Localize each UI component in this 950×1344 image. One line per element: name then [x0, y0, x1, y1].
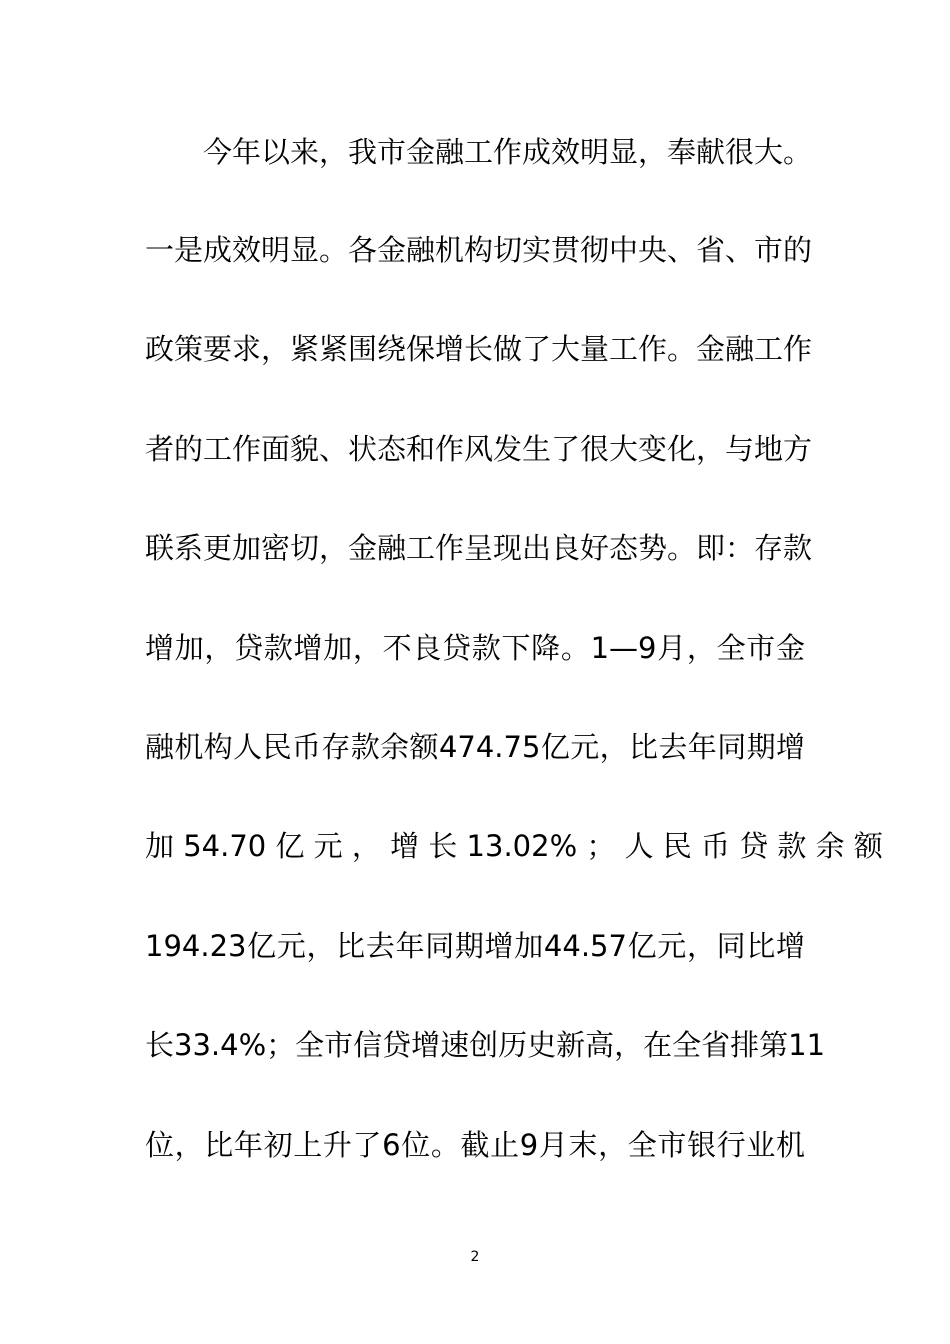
paragraph-line-6: 增加，贷款增加，不良贷款下降。1—9月，全市金: [145, 631, 805, 665]
paragraph-line-3: 政策要求，紧紧围绕保增长做了大量工作。金融工作: [145, 332, 813, 366]
paragraph-line-10: 长33.4%；全市信贷增速创历史新高，在全省排第11: [145, 1028, 826, 1062]
paragraph-line-5: 联系更加密切，金融工作呈现出良好态势。即：存款: [145, 531, 813, 565]
paragraph-line-4: 者的工作面貌、状态和作风发生了很大变化，与地方: [145, 432, 813, 466]
paragraph-line-8: 加 54.70 亿 元 ， 增 长 13.02% ； 人 民 币 贷 款 余 额: [145, 829, 883, 863]
paragraph-line-7: 融机构人民币存款余额474.75亿元，比去年同期增: [145, 730, 805, 764]
paragraph-line-1: 今年以来，我市金融工作成效明显，奉献很大。: [203, 135, 813, 169]
paragraph-line-2: 一是成效明显。各金融机构切实贯彻中央、省、市的: [145, 233, 813, 267]
page-number: 2: [470, 1249, 480, 1265]
paragraph-line-11: 位，比年初上升了6位。截止9月末，全市银行业机: [145, 1128, 805, 1162]
paragraph-line-9: 194.23亿元，比去年同期增加44.57亿元，同比增: [145, 929, 805, 963]
